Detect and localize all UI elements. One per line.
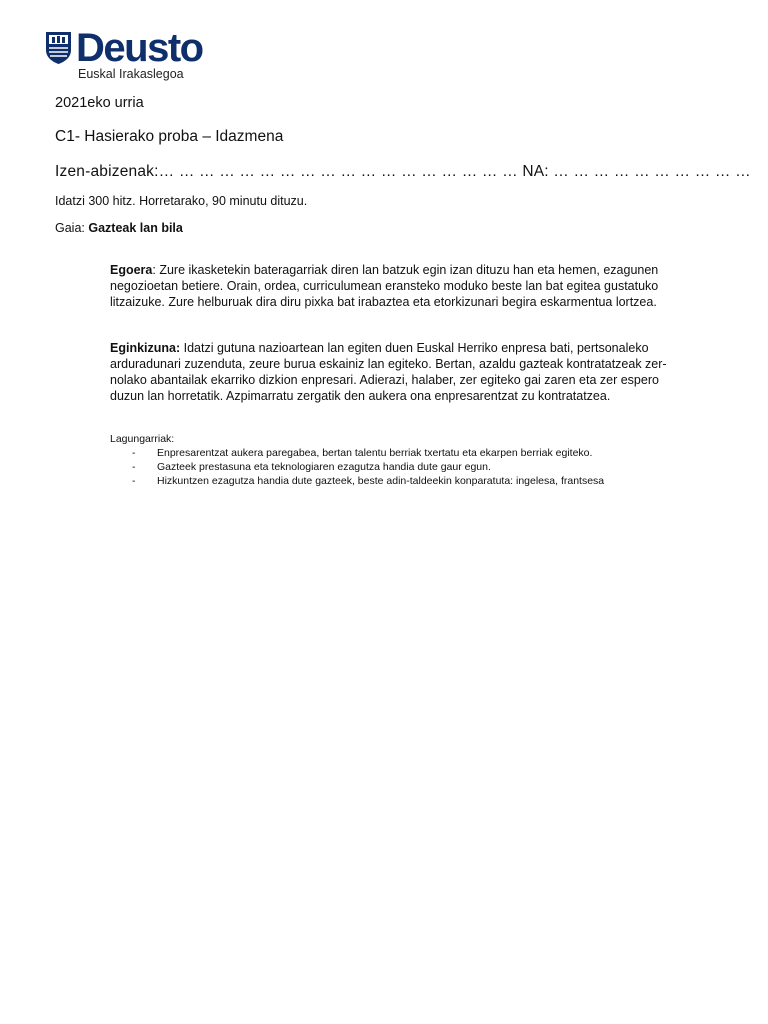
topic-label: Gaia: <box>55 221 85 235</box>
bullet-dash: - <box>132 447 136 459</box>
list-item: - Hizkuntzen ezagutza handia dute gazteek, beste adin-taldeekin konparatuta: ingelesa, frantsesa <box>132 475 605 487</box>
logo-subtitle: Euskal Irakaslegoa <box>78 67 184 81</box>
egoera-paragraph <box>110 262 670 310</box>
bullet-dash: - <box>132 461 136 473</box>
deusto-shield-icon <box>46 32 71 64</box>
lagungarriak-section <box>110 432 700 488</box>
eginkizuna-text: Idatzi gutuna nazioartean lan egiten duen Euskal Herriko enpresa bati, pertsonaleko arduradunari zuzenduta, zeure burua eskainiz lan egiteko. Bertan, azaldu gazteak kontratatzeak zer-nolako abantailak ekarriko dizkion enpresari. Adierazi, halaber, zer egiteko gai zaren eta zer espero duzun lan horretatik. Azpimarratu zergatik den aukera ona enpresarentzat zu kontratatzea. <box>110 341 667 403</box>
list-item: - Enpresarentzat aukera paregabea, bertan talentu berriak txertatu eta ekarpen berriak egiteko. <box>132 447 593 459</box>
exam-title: C1- Hasierako proba – Idazmena <box>55 128 284 145</box>
logo-wordmark: Deusto <box>76 26 203 70</box>
list-item: - Gazteek prestasuna eta teknologiaren ezagutza handia dute gaur egun. <box>132 461 491 473</box>
egoera-label: Egoera <box>110 263 153 277</box>
topic-value: Gazteak lan bila <box>88 221 183 235</box>
lagungarriak-list <box>110 446 700 488</box>
topic-line <box>55 221 183 235</box>
name-field-line: Izen-abizenak:… … … … … … … … … … … … … … … … … … NA: … … … … … … … … … … <box>55 163 751 180</box>
egoera-text: : Zure ikasketekin bateragarriak diren lan batzuk egin izan dituzu han eta hemen, ezagunen negozioetan betiere. Orain, ordea, curriculumean eransteko moduko beste lan bat egitea gustatuko litzaizuke. Zure helburuak dira diru pixka bat irabaztea eta etorkizunari begira eskarmentua lortzea. <box>110 263 659 309</box>
eginkizuna-label: Eginkizuna: <box>110 341 181 355</box>
bullet-dash: - <box>132 475 136 487</box>
exam-date: 2021eko urria <box>55 95 144 111</box>
instructions: Idatzi 300 hitz. Horretarako, 90 minutu dituzu. <box>55 194 308 208</box>
deusto-logo <box>46 26 226 90</box>
lagungarriak-title: Lagungarriak: <box>110 433 175 445</box>
eginkizuna-paragraph <box>110 340 670 404</box>
